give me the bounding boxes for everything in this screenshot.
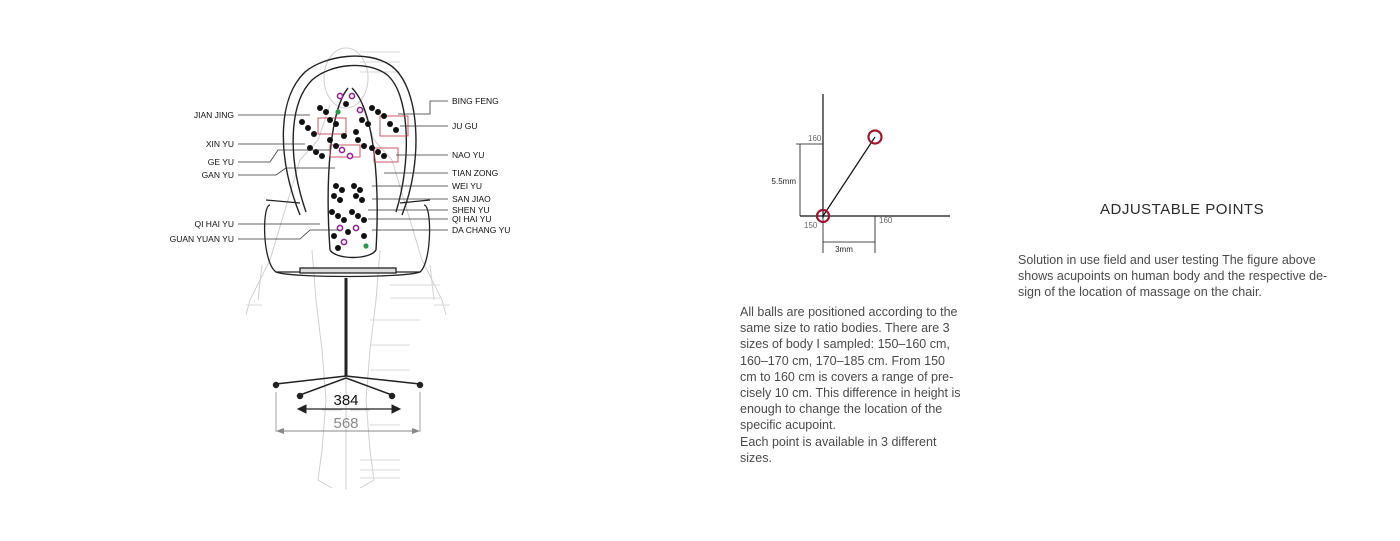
balls-description	[740, 304, 962, 466]
massage-ball	[341, 217, 347, 223]
massage-ball	[353, 193, 359, 199]
balls-paragraph: All balls are positioned according to the same size to ratio bodies. There are 3 sizes of body I sampled: 150–160 cm, 160–170 cm, 170–185 cm. From 150 cm to 160 cm is covers a range of pre-cisely 10 cm. This difference in height is enough to change the location of the specific acupoint.	[740, 305, 961, 433]
massage-ball	[357, 187, 363, 193]
massage-ball	[333, 143, 339, 149]
graph-origin-label: 150	[804, 221, 818, 230]
massage-ball	[339, 187, 345, 193]
label-gan-yu: GAN YU	[201, 170, 234, 180]
massage-ball	[305, 125, 311, 131]
massage-ball	[343, 101, 349, 107]
massage-ball	[299, 119, 305, 125]
chair-seat	[265, 200, 430, 277]
massage-ball	[341, 133, 347, 139]
massage-ball	[361, 233, 367, 239]
label-qi-hai-yu-left: QI HAI YU	[194, 219, 234, 229]
label-qi-hai-yu-right: QI HAI YU	[452, 214, 492, 224]
label-wei-yu: WEI YU	[452, 181, 483, 191]
massage-ball	[369, 145, 375, 151]
massage-ball	[369, 105, 375, 111]
massage-ball	[375, 109, 381, 115]
massage-ball	[375, 149, 381, 155]
massage-ball	[349, 93, 354, 98]
massage-ball	[359, 197, 365, 203]
massage-ball	[339, 147, 344, 152]
massage-ball	[355, 213, 361, 219]
solution-paragraph: Solution in use field and user testing The figure above shows acupoints on human body and the respective de-sign of the location of massage on the chair.	[1018, 253, 1328, 300]
massage-ball	[381, 153, 387, 159]
massage-ball	[387, 121, 393, 127]
adjustable-points-heading: ADJUSTABLE POINTS	[1100, 201, 1265, 218]
label-ge-yu: GE YU	[207, 157, 234, 167]
massage-ball	[333, 121, 339, 127]
massage-ball	[335, 109, 340, 114]
massage-ball	[381, 113, 387, 119]
label-jian-jing: JIAN JING	[193, 110, 234, 120]
chair-base	[274, 278, 423, 399]
massage-ball	[331, 233, 337, 239]
massage-ball	[357, 107, 362, 112]
massage-ball	[361, 143, 367, 149]
massage-ball	[317, 105, 323, 111]
label-da-chang-yu: DA CHANG YU	[452, 225, 511, 235]
label-bing-feng: BING FENG	[452, 96, 499, 106]
massage-ball	[319, 153, 325, 159]
massage-ball	[353, 225, 358, 230]
massage-ball	[365, 121, 371, 127]
label-tian-zong: TIAN ZONG	[452, 168, 499, 178]
balls-paragraph-2: Each point is available in 3 different sizes.	[740, 434, 937, 465]
massage-ball	[337, 93, 342, 98]
graph-x-label: 160	[879, 216, 893, 225]
graph-y-label: 160	[808, 134, 822, 143]
label-shen-yu: SHEN YU	[452, 205, 490, 215]
massage-ball	[349, 209, 355, 215]
right-acupoint-labels	[452, 96, 510, 235]
massage-ball	[353, 129, 359, 135]
label-xin-yu: XIN YU	[205, 139, 234, 149]
dimension-inner: 384	[333, 392, 359, 409]
massage-ball	[327, 137, 333, 143]
label-san-jiao: SAN JIAO	[452, 194, 491, 204]
left-acupoint-labels	[170, 110, 234, 244]
dimension-outer: 568	[333, 415, 359, 432]
massage-ball	[333, 183, 339, 189]
massage-ball	[361, 217, 367, 223]
massage-ball	[335, 245, 341, 251]
adjustable-point-graph	[760, 88, 960, 258]
massage-ball	[329, 209, 335, 215]
label-guan-yuan-yu: GUAN YUAN YU	[169, 234, 234, 244]
massage-ball	[327, 117, 333, 123]
massage-ball	[355, 137, 361, 143]
graph-y-offset: 5.5mm	[771, 177, 796, 186]
massage-ball	[335, 213, 341, 219]
massage-ball	[347, 153, 352, 158]
adjustment-path-line	[823, 137, 875, 216]
massage-ball	[337, 197, 343, 203]
massage-ball	[323, 109, 329, 115]
massage-ball	[341, 239, 346, 244]
massage-ball	[311, 131, 317, 137]
massage-ball	[393, 127, 399, 133]
massage-ball	[345, 229, 351, 235]
massage-ball	[363, 243, 368, 248]
graph-x-offset: 3mm	[835, 245, 853, 254]
label-nao-yu: NAO YU	[452, 150, 485, 160]
label-ju-gu: JU GU	[452, 121, 478, 131]
massage-ball	[351, 183, 357, 189]
massage-ball	[359, 117, 365, 123]
massage-balls	[299, 93, 399, 251]
massage-ball	[331, 193, 337, 199]
